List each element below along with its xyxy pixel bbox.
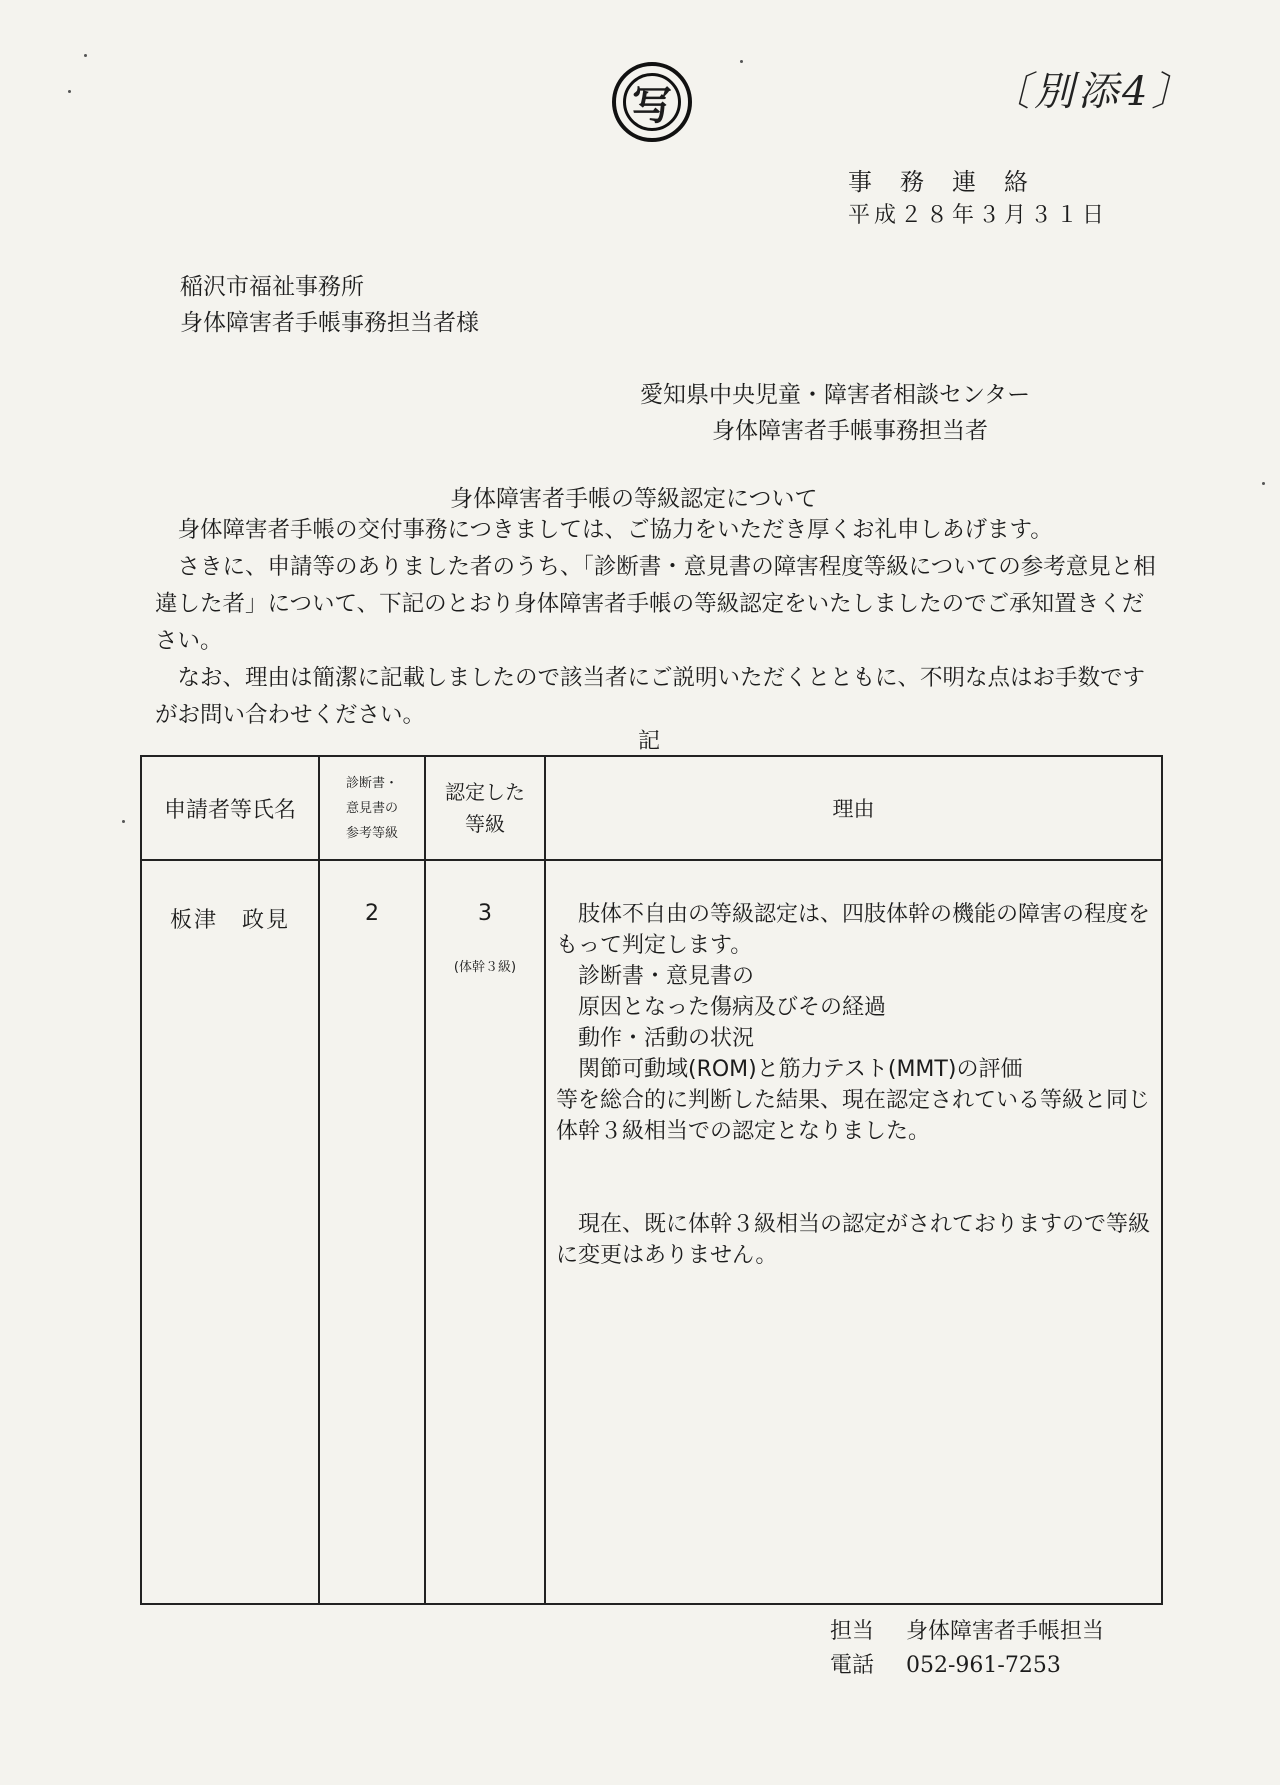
reason-line: 診断書・意見書の bbox=[578, 964, 755, 989]
table-row bbox=[141, 860, 1162, 1604]
reason-line: 肢体不自由の等級認定は、四肢体幹の機能の障害の程度をもって判定します。 bbox=[556, 902, 1151, 958]
reference-grade: 2 bbox=[319, 860, 425, 1604]
scan-speck bbox=[1262, 482, 1265, 485]
certified-grade-note: (体幹３級) bbox=[453, 960, 517, 975]
handwritten-attachment-note: 〔別添4〕 bbox=[990, 69, 1196, 115]
reason-cell bbox=[545, 860, 1162, 1604]
ki-heading: 記 bbox=[638, 729, 661, 754]
applicant-name: 板津 政見 bbox=[141, 860, 319, 1604]
table-header-row bbox=[141, 756, 1162, 860]
body-text bbox=[155, 512, 1165, 734]
contact-value: 身体障害者手帳担当 bbox=[906, 1619, 1105, 1644]
reason-line: 動作・活動の状況 bbox=[578, 1026, 755, 1051]
body-paragraph-3: なお、理由は簡潔に記載しましたので該当者にご説明いただくとともに、不明な点はお手数ですがお問い合わせください。 bbox=[155, 665, 1146, 728]
certified-grade-cell bbox=[425, 860, 545, 1604]
reason-line: 等を総合的に判断した結果、現在認定されている等級と同じ体幹３級相当での認定となりました。 bbox=[556, 1088, 1151, 1144]
reason-line: 関節可動域(ROM)と筋力テスト(MMT)の評価 bbox=[578, 1057, 1023, 1082]
header-applicant-name: 申請者等氏名 bbox=[141, 756, 319, 860]
certification-table bbox=[140, 755, 1163, 1605]
header-certified-grade: 認定した 等級 bbox=[425, 756, 545, 860]
header-reason: 理由 bbox=[545, 756, 1162, 860]
contact-phone bbox=[830, 1648, 1061, 1679]
copy-stamp bbox=[612, 62, 692, 142]
document-subject: 身体障害者手帳の等級認定について bbox=[450, 486, 818, 512]
reason-line: 現在、既に体幹３級相当の認定がされておりますので等級に変更はありません。 bbox=[556, 1212, 1151, 1268]
phone-label: 電話 bbox=[830, 1653, 875, 1678]
phone-number: 052-961-7253 bbox=[906, 1653, 1061, 1678]
certified-grade: 3 bbox=[478, 901, 492, 926]
document-date: 平成２８年３月３１日 bbox=[848, 203, 1109, 228]
recipient-office: 稲沢市福祉事務所 bbox=[180, 274, 364, 300]
document-type: 事務連絡 bbox=[848, 168, 1056, 196]
sender-person: 身体障害者手帳事務担当者 bbox=[712, 418, 988, 444]
copy-stamp-char: 写 bbox=[623, 73, 681, 131]
body-paragraph-1: 身体障害者手帳の交付事務につきましては、ご協力をいただき厚くお礼申しあげます。 bbox=[155, 517, 1053, 543]
scan-speck bbox=[122, 820, 125, 823]
recipient-person: 身体障害者手帳事務担当者様 bbox=[180, 310, 479, 336]
scan-speck bbox=[740, 60, 743, 63]
scan-speck bbox=[84, 54, 87, 57]
header-reference-grade: 診断書・ 意見書の 参考等級 bbox=[319, 756, 425, 860]
contact-label: 担当 bbox=[830, 1619, 875, 1644]
contact-person bbox=[830, 1614, 1104, 1645]
reason-line: 原因となった傷病及びその経過 bbox=[578, 995, 887, 1020]
body-paragraph-2: さきに、申請等のありました者のうち、「診断書・意見書の障害程度等級についての参考意見と相違した者」について、下記のとおり身体障害者手帳の等級認定をいたしましたのでご承知置きください。 bbox=[155, 554, 1156, 654]
sender-office: 愛知県中央児童・障害者相談センター bbox=[640, 382, 1031, 408]
scan-speck bbox=[68, 90, 71, 93]
